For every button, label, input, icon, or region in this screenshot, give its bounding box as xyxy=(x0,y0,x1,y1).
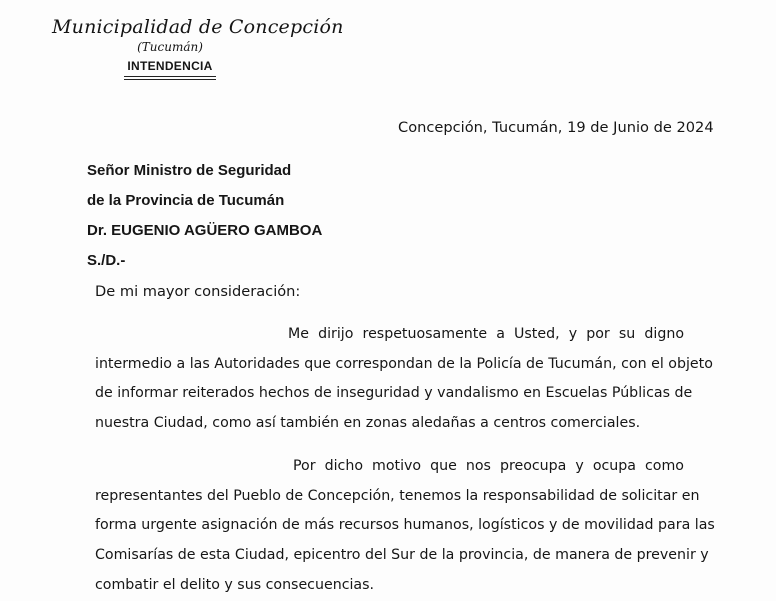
paragraph-line: forma urgente asignación de más recursos humanos, logísticos y de movilidad para las xyxy=(95,517,715,534)
addressee-line: Señor Ministro de Seguridad xyxy=(87,162,292,179)
addressee-line: S./D.- xyxy=(87,252,126,269)
letterhead-rule xyxy=(124,79,216,80)
paragraph-line: Comisarías de esta Ciudad, epicentro del Sur de la provincia, de manera de prevenir y xyxy=(95,547,709,564)
paragraph-line: Por dicho motivo que nos preocupa y ocupa como xyxy=(293,458,684,474)
paragraph-1 xyxy=(95,320,713,439)
date-line: Concepción, Tucumán, 19 de Junio de 2024 xyxy=(398,119,714,136)
paragraph-line: Me dirijo respetuosamente a Usted, y por su digno xyxy=(288,326,684,342)
paragraph-line: nuestra Ciudad, como así también en zonas aledañas a centros comerciales. xyxy=(95,415,641,432)
letterhead-office: INTENDENCIA xyxy=(127,59,213,73)
letterhead-rule xyxy=(124,76,216,77)
paragraph-line: combatir el delito y sus consecuencias. xyxy=(95,576,375,593)
letterhead-subtitle: (Tucumán) xyxy=(137,40,203,54)
addressee-line: de la Provincia de Tucumán xyxy=(87,192,285,209)
greeting: De mi mayor consideración: xyxy=(95,283,301,300)
paragraph-line: de informar reiterados hechos de inseguridad y vandalismo en Escuelas Públicas de xyxy=(95,385,693,402)
paragraph-2 xyxy=(95,452,715,601)
addressee-name: Dr. EUGENIO AGÜERO GAMBOA xyxy=(87,222,323,239)
paragraph-line: intermedio a las Autoridades que correspondan de la Policía de Tucumán, con el objeto xyxy=(95,355,713,372)
letterhead-title: Municipalidad de Concepción xyxy=(52,16,344,38)
paragraph-line: representantes del Pueblo de Concepción, tenemos la responsabilidad de solicitar en xyxy=(95,487,700,504)
letterhead xyxy=(52,14,344,80)
